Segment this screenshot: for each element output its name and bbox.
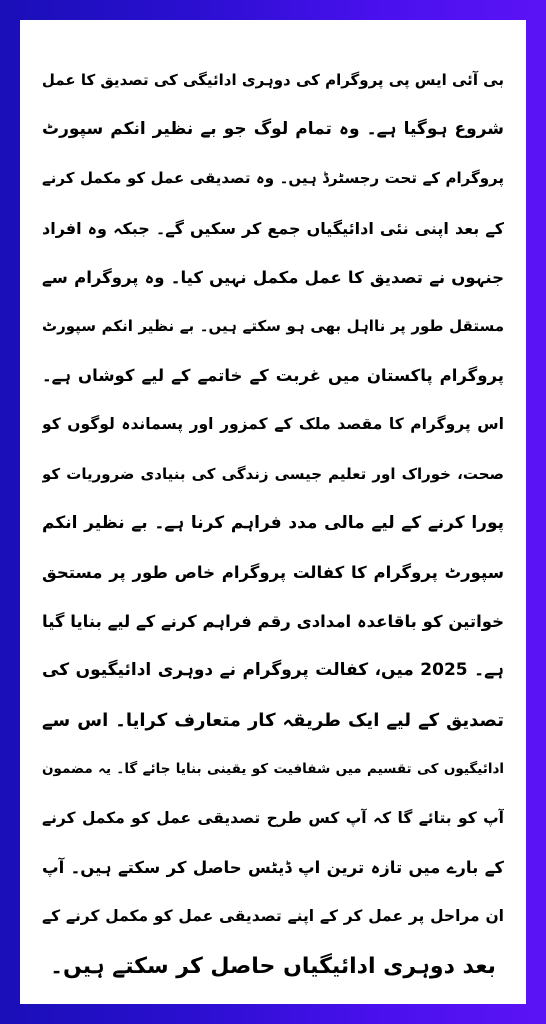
article-line: پروگرام کے تحت رجسٹرڈ ہیں۔ وہ تصدیقی عمل کو مکمل کرنے [42,169,504,188]
article-line: کے بعد اپنی نئی ادائیگیاں جمع کر سکیں گے۔ جبکہ وہ افراد [42,218,504,238]
article-line: تصدیق کے لیے ایک طریقہ کار متعارف کرایا۔ اس سے [42,709,504,731]
article-line: آپ کو بتائے گا کہ آپ کس طرح تصدیقی عمل کو مکمل کرنے [42,809,504,828]
article-card [20,20,526,1004]
article-line: بی آئی ایس پی پروگرام کی دوہری ادائیگی کی تصدیق کا عمل [42,71,504,89]
article-line: شروع ہوگیا ہے۔ وہ تمام لوگ جو بے نظیر انکم سپورٹ [42,119,504,140]
article-line: اس پروگرام کا مقصد ملک کے کمزور اور پسماندہ لوگوں کو [42,415,504,434]
article-line: ان مراحل پر عمل کر کے اپنے تصدیقی عمل کو مکمل کرنے کے [42,907,504,926]
article-line: کے بارے میں تازہ ترین اپ ڈیٹس حاصل کر سکتے ہیں۔ آپ [42,858,504,878]
article-line: ہے۔ 2025 میں، کفالت پروگرام نے دوہری ادائیگیوں کی [42,660,504,681]
article-body [42,56,504,991]
article-line: خواتین کو باقاعدہ امدادی رقم فراہم کرنے کے لیے بنایا گیا [42,612,504,632]
article-line: صحت، خوراک اور تعلیم جیسی زندگی کی بنیادی ضروریات کو [42,464,504,483]
article-line: بعد دوہری ادائیگیاں حاصل کر سکتے ہیں۔ [50,953,496,979]
article-line: پورا کرنے کے لیے مالی مدد فراہم کرنا ہے۔ بے نظیر انکم [42,512,504,533]
article-line: جنہوں نے تصدیق کا عمل مکمل نہیں کیا۔ وہ پروگرام سے [42,267,504,287]
article-line: پروگرام پاکستان میں غربت کے خاتمے کے لیے کوشاں ہے۔ [42,366,504,386]
article-line: ادائیگیوں کی تقسیم میں شفافیت کو یقینی بنایا جائے گا۔ یہ مضمون [42,760,504,777]
article-line: سپورٹ پروگرام کا کفالت پروگرام خاص طور پر مستحق [42,563,504,583]
article-line: مستقل طور پر نااہل بھی ہو سکتے ہیں۔ بے نظیر انکم سپورٹ [42,317,504,336]
